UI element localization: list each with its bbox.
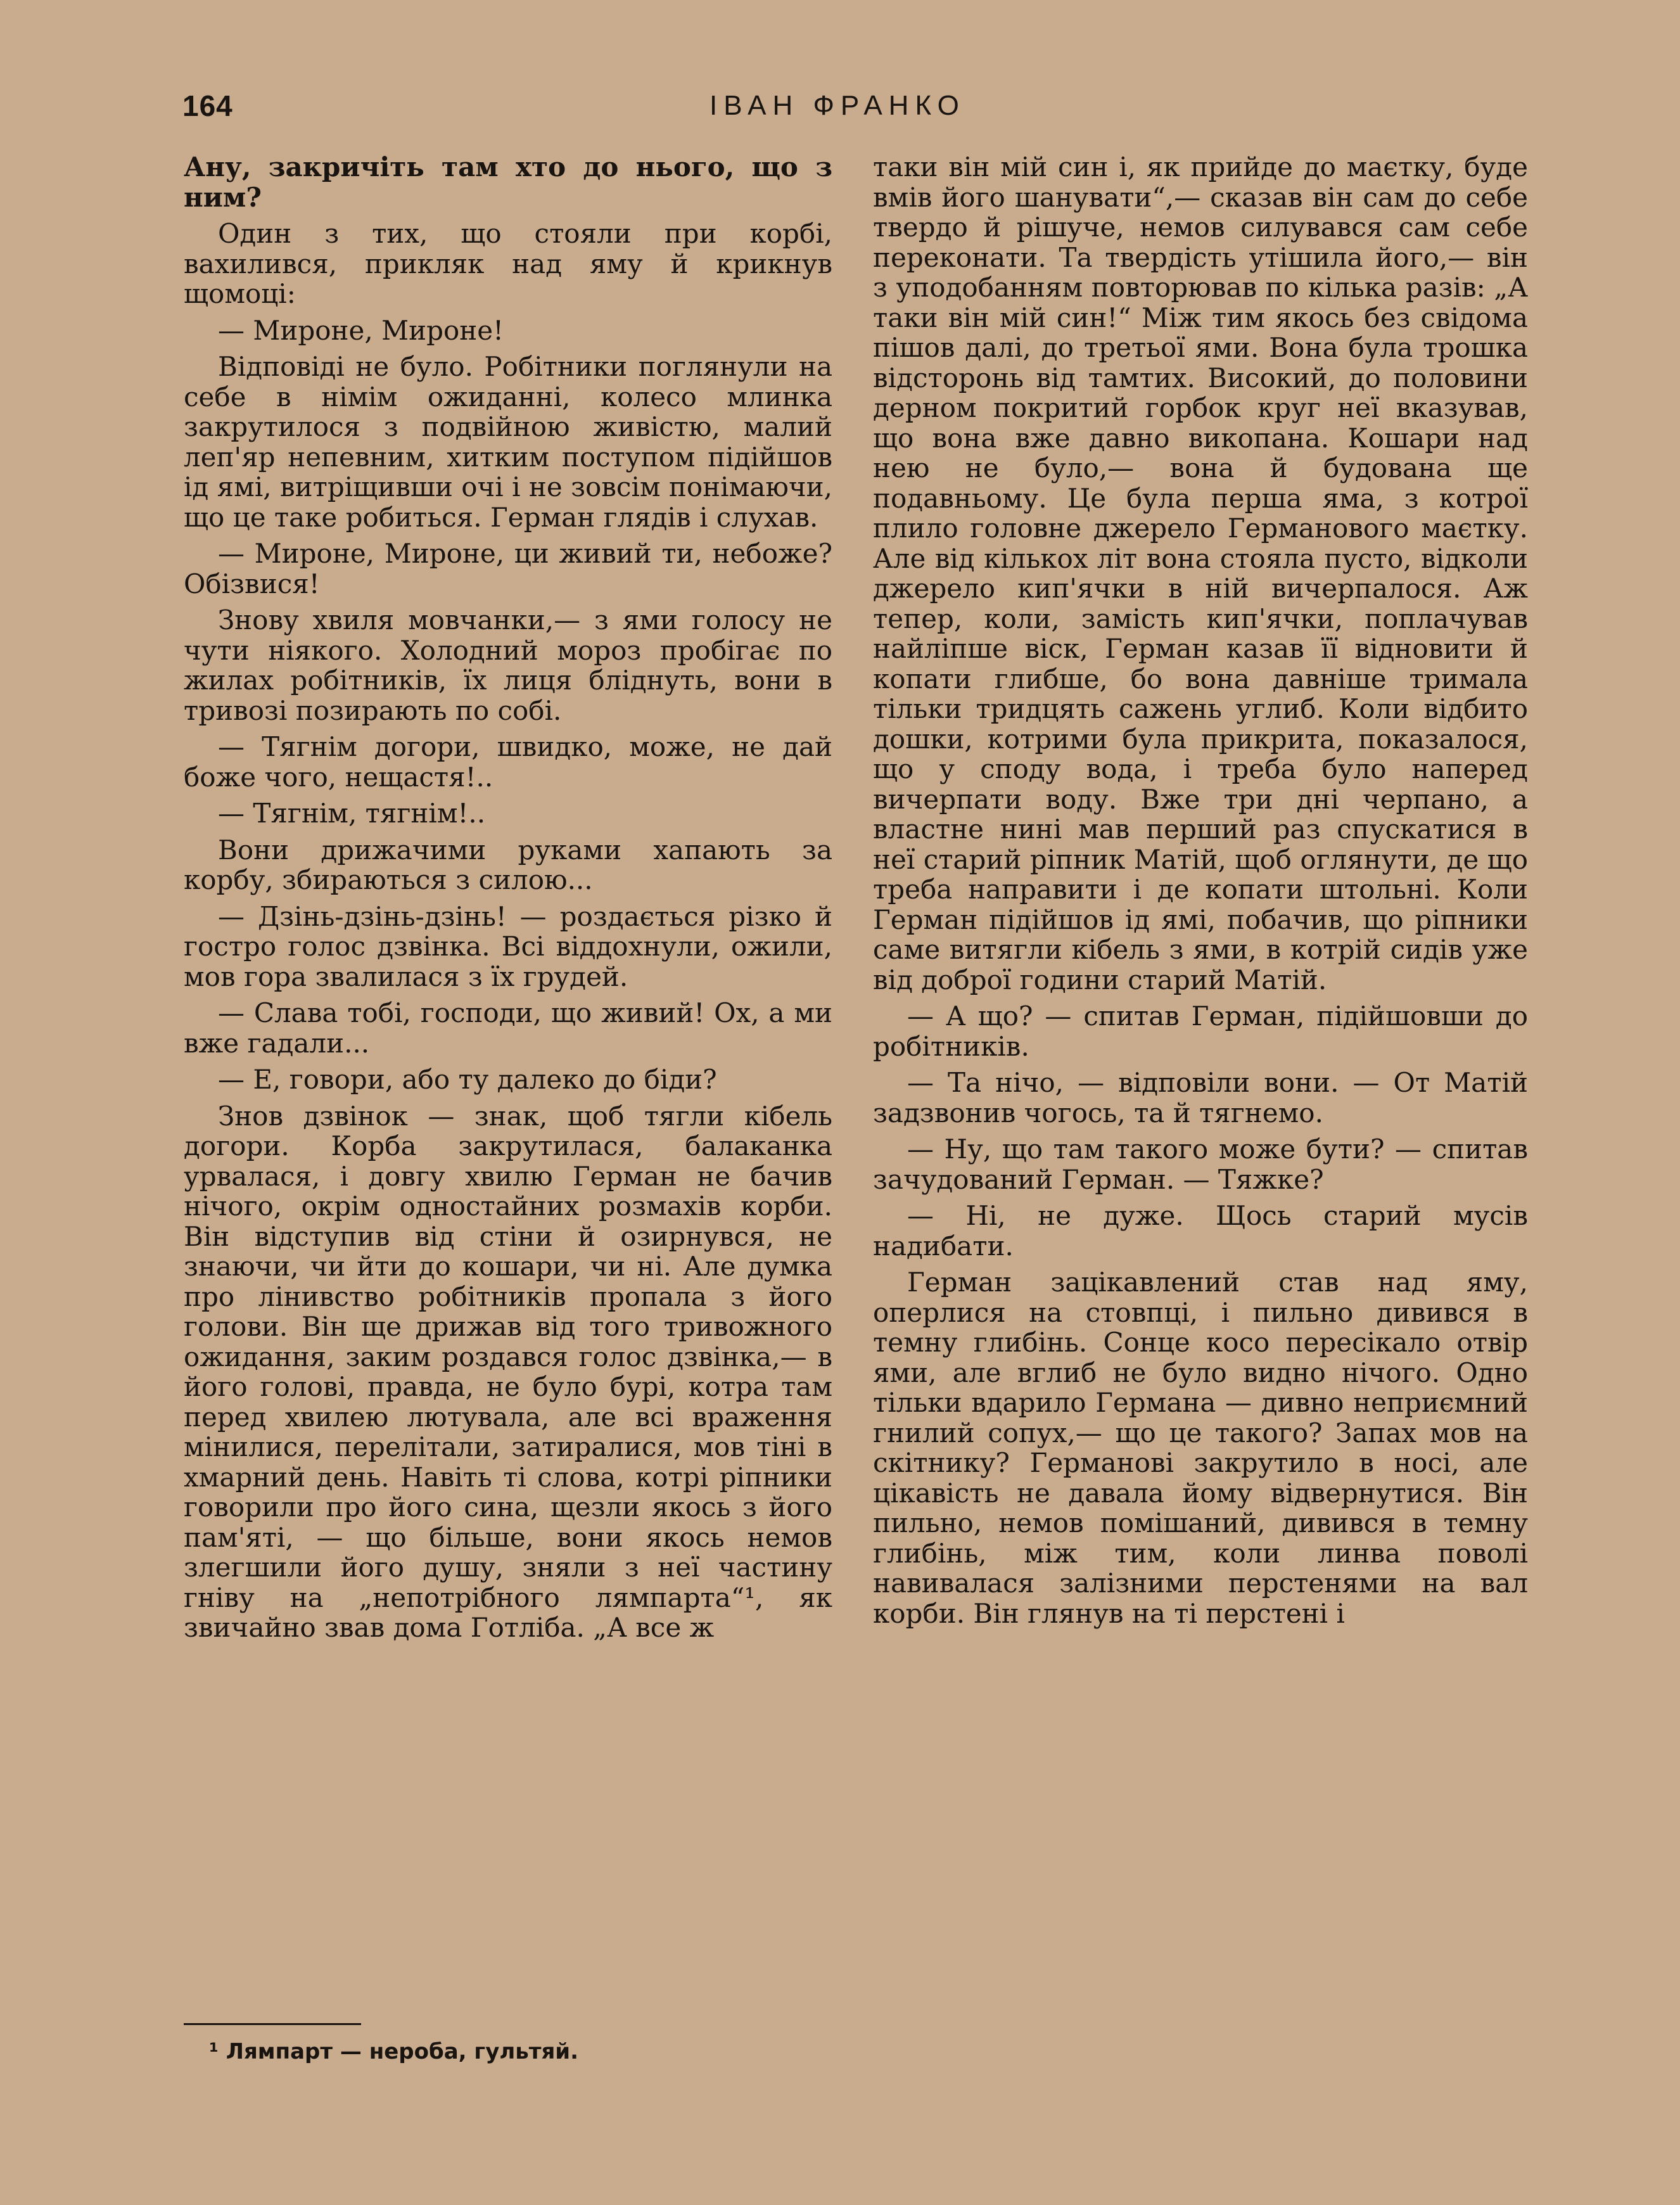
paragraph: Герман зацікавлений став над яму, оперлися на стовпці, і пильно дивився в темну глибінь. Сонце косо пересікало отвір ями, але вглиб не було видно нічого. Одно тільки вдарило Германа — дивно неприємний гнилий сопух,— що це такого? Запах мов на скітнику? Германові закрутило в носі, але цікавість не давала йому відвернутися. Він пильно, немов помішаний, дивився в темну глибінь, між тим, коли линва поволі навивалася залізними перстенями на вал корби. Він глянув на ті перстені і — [873, 1267, 1528, 1629]
right-column — [873, 152, 1528, 1635]
footnote-divider — [184, 2023, 361, 2025]
page-number: 164 — [182, 89, 233, 122]
footnote: ¹ Лямпарт — нероба, гультяй. — [209, 2039, 579, 2064]
paragraph: Вони дрижачими руками хапають за корбу, збираються з силою... — [184, 834, 832, 895]
paragraph: — Ні, не дуже. Щось старий мусів надибати. — [873, 1200, 1528, 1262]
paragraph: — Мироне, Мироне! — [218, 314, 504, 346]
paragraph: — Мироне, Мироне, ци живий ти, небоже? Обізвися! — [184, 538, 832, 599]
paragraph: — А що? — спитав Герман, підійшовши до робітників. — [873, 1000, 1528, 1062]
paragraph: — Тягнім, тягнім!.. — [218, 798, 486, 829]
paragraph: Ану, закричіть там хто до нього, що з ним? — [184, 151, 832, 213]
paragraph: — Тягнім догори, швидко, може, не дай боже чого, нещастя!.. — [184, 731, 832, 793]
paragraph: — Е, говори, або ту далеко до біди? — [218, 1064, 717, 1095]
paragraph: таки він мій син і, як прийде до маєтку, буде вмів його шанувати“,— сказав він сам до себе твердо й рішуче, немов силувався сам себе переконати. Та твердість утішила його,— він з уподобанням повторював по кілька разів: „А таки він мій син!“ Між тим якось без свідома пішов далі, до третьої ями. Вона була трошка відсторонь від тамтих. Високий, до половини дерном покритий горбок круг неї вказував, що вона вже давно викопана. Кошари над нею не було,— вона й будована ще подавньому. Це була перша яма, з котрої плило головне джерело Германового маєтку. Але від кількох літ вона стояла пусто, відколи джерело кип'ячки в ній вичерпалося. Аж тепер, коли, замість кип'ячки, поплачував найліпше віск, Герман казав її відновити й копати глибше, бо вона давніше тримала тільки тридцять сажень углиб. Коли відбито дошки, котрими була прикрита, показалося, що у споду вода, і треба було наперед вичерпати воду. Вже три дні черпано, а властне нині мав перший раз спускатися в неї старий ріпник Матій, щоб оглянути, де що треба направити і де копати штольні. Коли Герман підійшов ід ямі, побачив, що ріпники саме витягли кібель з ями, в котрій сидів уже від доброї години старий Матій. — [873, 151, 1528, 995]
paragraph: — Та нічо, — відповіли вони. — От Матій задзвонив чогось, та й тягнемо. — [873, 1067, 1528, 1128]
paragraph: — Ну, що там такого може бути? — спитав зачудований Герман. — Тяжке? — [873, 1134, 1528, 1195]
paragraph: Знову хвиля мовчанки,— з ями голосу не чути ніякого. Холодний мороз пробігає по жилах робітників, їх лиця бліднуть, вони в тривозі позирають по собі. — [184, 604, 832, 726]
running-head: ІВАН ФРАНКО — [710, 90, 965, 121]
paragraph: — Дзінь-дзінь-дзінь! — роздається різко й гостро голос дзвінка. Всі віддохнули, ожили, мов гора звалилася з їх грудей. — [184, 900, 832, 992]
paragraph: — Слава тобі, господи, що живий! Ох, а ми вже гадали... — [184, 997, 832, 1059]
paragraph: Відповіді не було. Робітники поглянули на себе в німім ожиданні, колесо млинка закрутилося з подвійною живістю, малий леп'яр непевним, хитким поступом підійшов ід ямі, витріщивши очі і не зовсім понімаючи, що це таке робиться. Герман глядів і слухав. — [184, 351, 832, 533]
left-column — [184, 152, 832, 1649]
paragraph: Знов дзвінок — знак, щоб тягли кібель догори. Корба закрутилася, балаканка урвалася, і довгу хвилю Герман не бачив нічого, окрім одностайних розмахів корби. Він відступив від стіни й озирнувся, не знаючи, чи йти до кошари, чи ні. Але думка про лінивство робітників пропала з його голови. Він ще дрижав від того тривожного ожидання, заким роздався голос дзвінка,— в його голові, правда, не було бурі, котра там перед хвилею лютувала, але всі враження мінилися, перелітали, затиралися, мов тіні в хмарний день. Навіть ті слова, котрі ріпники говорили про його сина, щезли якось з його пам'яті, — що більше, вони якось немов злегшили його душу, зняли з неї частину гніву на „непотрібного лямпарта“¹, як звичайно звав дома Готліба. „А все ж — [184, 1100, 832, 1643]
paragraph: Один з тих, що стояли при корбі, вахилився, прикляк над яму й крикнув щомоці: — [184, 218, 832, 309]
